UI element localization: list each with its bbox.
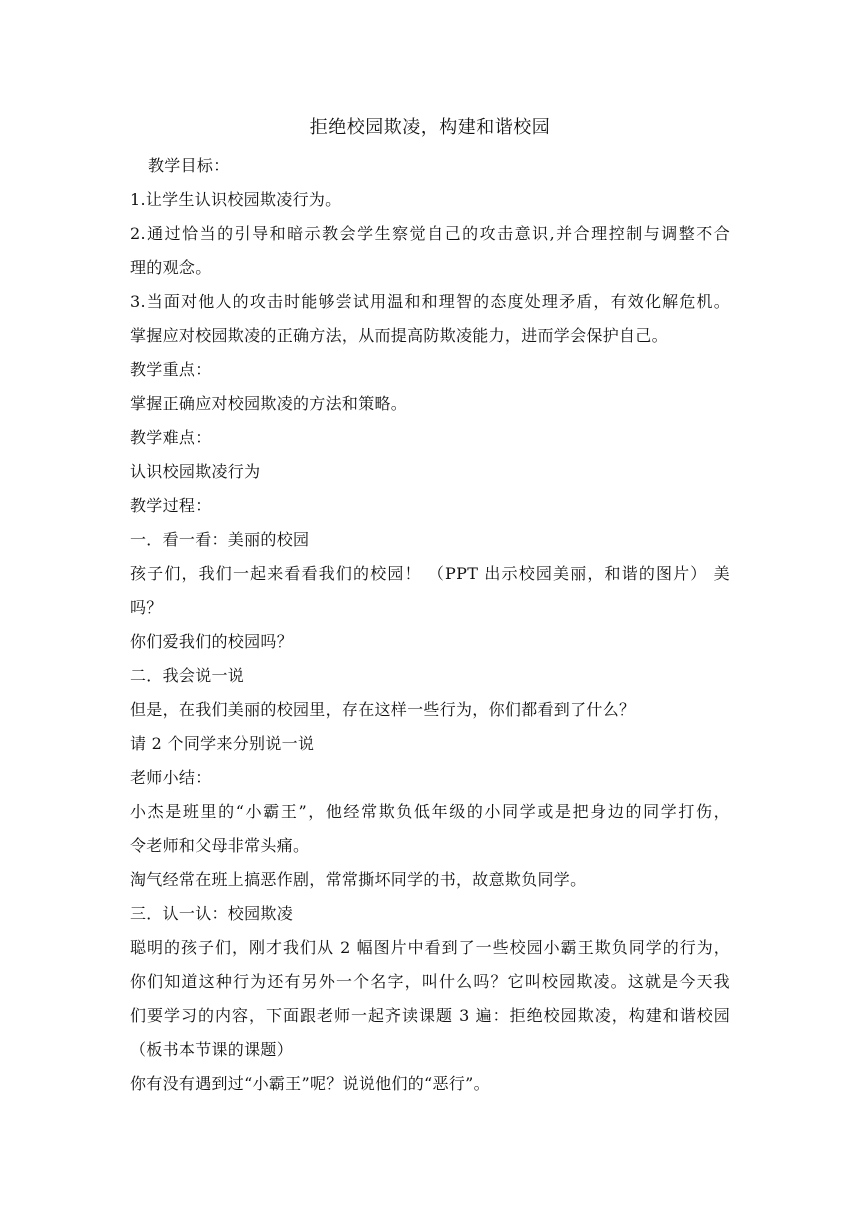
objective-2-line-2: 理的观念。 [130,258,212,277]
summary-line-2: 令老师和父母非常头痛。 [130,836,310,855]
section-3-question: 你有没有遇到过“小霸王”呢？说说他们的“恶行”。 [130,1074,490,1093]
key-points-text: 掌握正确应对校园欺凌的方法和策略。 [130,394,408,413]
section-1-question: 你们爱我们的校园吗？ [130,632,294,651]
section-2-instruction: 请 2 个同学来分别说一说 [130,734,315,753]
summary-line-3: 淘气经常在班上搞恶作剧，常常撕坏同学的书，故意欺负同学。 [130,870,587,889]
section-2-text: 但是，在我们美丽的校园里，存在这样一些行为，你们都看到了什么？ [130,700,636,719]
objective-3-line-1: 3.当面对他人的攻击时能够尝试用温和和理智的态度处理矛盾，有效化解危机。 [130,292,730,311]
section-3-text-line-4: （板书本节课的课题） [130,1040,294,1059]
objective-3-line-2: 掌握应对校园欺凌的正确方法，从而提高防欺凌能力，进而学会保护自己。 [130,326,668,345]
section-3-heading: 三．认一认：校园欺凌 [130,904,294,923]
section-1-text-line-1: 孩子们，我们一起来看看我们的校园！ （PPT 出示校园美丽，和谐的图片） 美 [130,564,730,583]
section-3-text-line-2: 你们知道这种行为还有另外一个名字，叫什么吗？它叫校园欺凌。这就是今天我 [130,972,730,991]
section-3-text-line-3: 们要学习的内容，下面跟老师一起齐读课题 3 遍：拒绝校园欺凌，构建和谐校园 [130,1006,730,1025]
difficulties-text: 认识校园欺凌行为 [130,462,261,481]
teacher-summary-heading: 老师小结： [130,768,212,787]
heading-difficulties: 教学难点： [130,428,212,447]
section-1-text-line-2: 吗？ [130,598,163,617]
objective-2-line-1: 2.通过恰当的引导和暗示教会学生察觉自己的攻击意识,并合理控制与调整不合 [130,224,730,243]
section-2-heading: 二．我会说一说 [130,666,245,685]
section-3-text-line-1: 聪明的孩子们，刚才我们从 2 幅图片中看到了一些校园小霸王欺负同学的行为， [130,938,730,957]
summary-line-1: 小杰是班里的“小霸王”，他经常欺负低年级的小同学或是把身边的同学打伤， [130,802,730,821]
objective-1: 1.让学生认识校园欺凌行为。 [130,190,342,209]
heading-key-points: 教学重点： [130,360,212,379]
document-title: 拒绝校园欺凌，构建和谐校园 [309,117,551,138]
heading-teaching-process: 教学过程： [130,496,212,515]
section-1-heading: 一．看一看：美丽的校园 [130,530,310,549]
heading-teaching-objectives: 教学目标： [148,156,230,175]
